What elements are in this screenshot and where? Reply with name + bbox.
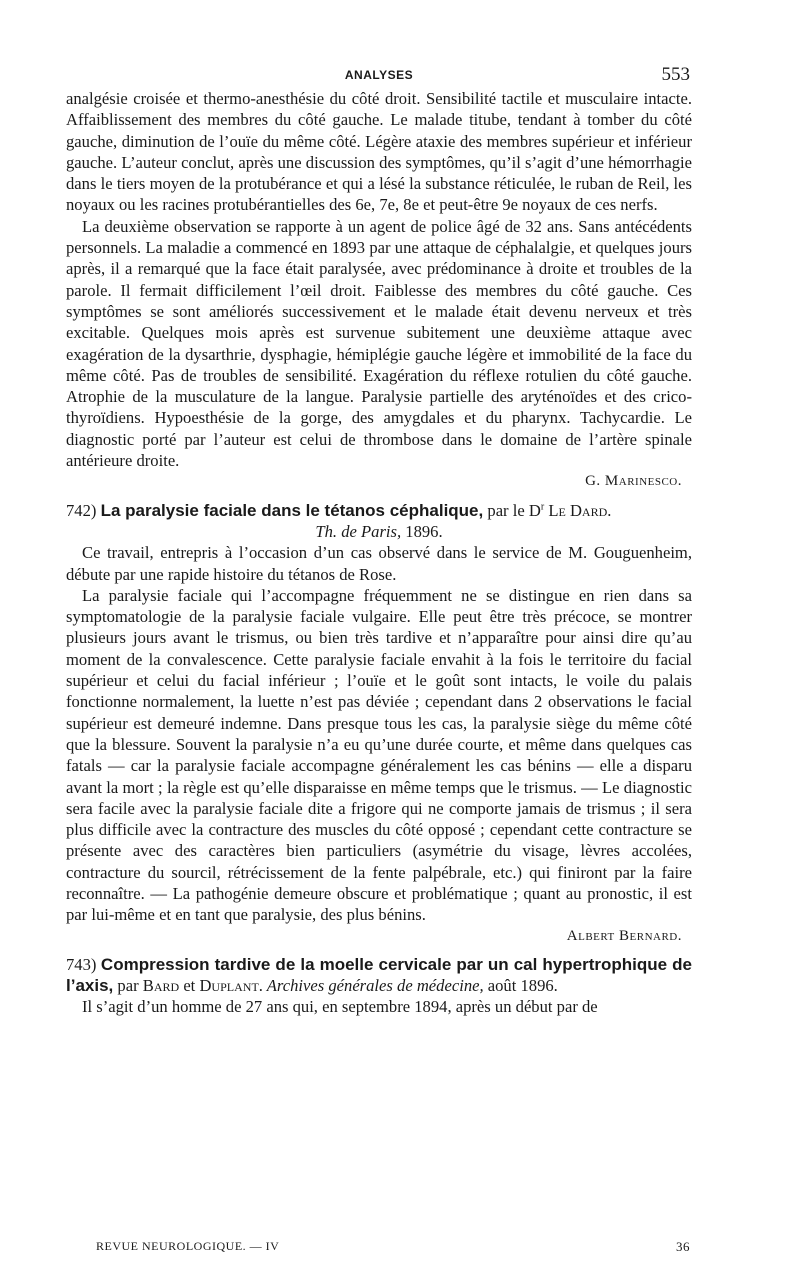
- article-heading: [66, 500, 692, 521]
- article-by: par: [113, 976, 143, 996]
- footer-signature-mark: 36: [676, 1239, 690, 1254]
- article-743: [66, 954, 692, 1018]
- article-by: par le D: [483, 500, 541, 520]
- article-by-sup: r: [540, 501, 545, 513]
- article-author: Le Dard.: [544, 500, 612, 520]
- article-source: Th. de Paris,: [315, 521, 402, 541]
- article-and: et: [179, 976, 200, 996]
- article-number: 743): [66, 954, 97, 974]
- article-title: La paralysie faciale dans le tétanos céphalique,: [100, 500, 484, 520]
- page-number: 553: [661, 64, 690, 85]
- paragraph: Il s’agit d’un homme de 27 ans qui, en septembre 1894, après un début par de: [82, 997, 598, 1017]
- page-header: [66, 62, 692, 88]
- signature: [66, 471, 682, 492]
- paragraph: analgésie croisée et thermo-anesthésie du côté droit. Sensibilité tactile et musculaire intacte. Affaiblissement des membres du côté gauche. Le malade titube, tendant à tomber du côté gauche, diminution de l’ouïe du même côté. Légère ataxie des membres supérieur et inférieur gauche. L’auteur conclut, après une discussion des symptômes, qu’il s’agit d’une hémorrhagie dans le tiers moyen de la protubérance et qui a lésé la substance réticulée, le ruban de Reil, les noyaux ou les racines protubérantielles des 6e, 7e, 8e et peut-être 9e noyaux de ces nerfs.: [66, 89, 692, 215]
- signature: Albert Bernard.: [566, 927, 682, 944]
- article-date: août 1896.: [483, 976, 558, 996]
- document-page: [66, 62, 692, 1262]
- footer-journal: REVUE NEUROLOGIQUE. — IV: [96, 1239, 280, 1253]
- article-heading: [66, 954, 692, 997]
- signature-initial: G.: [585, 473, 605, 490]
- paragraph: La paralysie faciale qui l’accompagne fréquemment ne se distingue en rien dans sa symptomatologie de la paralysie faciale vulgaire. Elle peut être très précoce, se montrer plusieurs jours avant le trismus, ou bien très tardive et n’apparaître pour ainsi dire qu’au moment de la convalescence. Cette paralysie faciale envahit à la fois le territoire du facial supérieur et celui du facial inférieur ; l’ouïe et le goût sont intacts, le voile du palais fonctionne normalement, la luette n’est pas déviée ; cependant dans 2 observations le facial supérieur est demeuré indemne. Dans presque tous les cas, la paralysie siège du même côté que la blessure. Souvent la paralysie n’a eu qu’une durée courte, et même dans quelques cas fatals — car la paralysie faciale accompagne généralement les cas bénins — elle a disparu avant la mort ; la règle est qu’elle disparaisse en même temps que le trismus. — Le diagnostic sera facile avec la paralysie faciale dite a frigore qui ne comporte jamais de trismus ; il sera plus difficile avec la contracture des muscles du côté opposé ; cependant cette contracture se présente avec des caractères bien particuliers (asymétrie du visage, lèvres accolées, contracture du sourcil, rétrécissement de la fente palpébrale, etc.) qui finiront par la faire reconnaître. — La pathogénie demeure obscure et problématique ; quant au pronostic, il est par lui-même et en tant que paralysie, des plus bénins.: [66, 585, 692, 925]
- article-year: 1896.: [401, 521, 443, 541]
- signature-name: Marinesco.: [604, 473, 682, 490]
- article-source: Archives générales de médecine,: [262, 976, 484, 996]
- article-source-line: [66, 521, 692, 542]
- article-author-1: Bard: [142, 976, 180, 996]
- article-742: [66, 500, 692, 947]
- paragraph: Ce travail, entrepris à l’occasion d’un cas observé dans le service de M. Gouguenheim, débute par une rapide histoire du tétanos de Rose.: [66, 543, 692, 584]
- paragraph: La deuxième observation se rapporte à un agent de police âgé de 32 ans. Sans antécédents personnels. La maladie a commencé en 1893 par une attaque de céphalalgie, et quelques jours après, il a remarqué que la face était paralysée, avec prédominance à droite et troubles de la parole. Il fermait difficilement l’œil droit. Faiblesse des membres du côté gauche. Ces symptômes se sont améliorés successivement et le malade était devenu nerveux et très excitable. Quelques mois après est survenue subitement une deuxième attaque avec exagération de la dysarthrie, dysphagie, hémiplégie gauche légère et immobilité de la face du même côté. Pas de troubles de sensibilité. Exagération du réflexe rotulien du côté gauche. Atrophie de la musculature de la langue. Paralysie partielle des aryténoïdes et des crico-thyroïdiens. Hypoesthésie de la gorge, des amygdales et du pharynx. Tachycardie. Le diagnostic porté par l’auteur est celui de thrombose dans le domaine de l’artère spinale antérieure droite.: [66, 216, 692, 471]
- article-741-continued: [66, 88, 692, 493]
- article-number: 742): [66, 500, 97, 520]
- article-author-2: Duplant.: [199, 976, 263, 996]
- running-title: ANALYSES: [344, 68, 414, 82]
- article-title: Compression tardive de la moelle cervicale par un cal hypertrophique de l’axis,: [66, 954, 692, 996]
